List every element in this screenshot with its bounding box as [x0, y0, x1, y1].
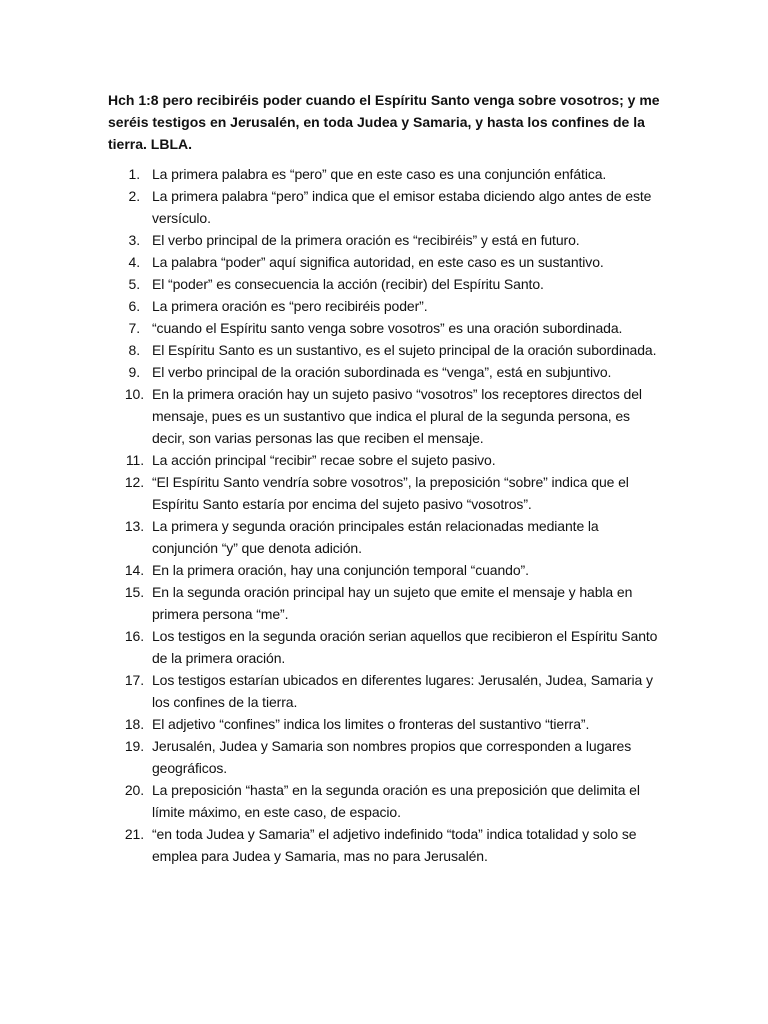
list-item-text: El “poder” es consecuencia la acción (recibir) del Espíritu Santo. — [152, 276, 544, 292]
analysis-list — [108, 163, 664, 867]
list-item-text: El verbo principal de la oración subordinada es “venga”, está en subjuntivo. — [152, 364, 612, 380]
list-item-text: En la primera oración, hay una conjunción temporal “cuando”. — [152, 562, 529, 578]
list-item-number: 7. — [128, 320, 140, 336]
list-item-number: 14. — [124, 562, 144, 578]
list-item — [108, 669, 664, 713]
list-item-text: Los testigos estarían ubicados en diferentes lugares: Jerusalén, Judea, Samaria y los confines de la tierra. — [152, 672, 653, 710]
list-item-text: La palabra “poder” aquí significa autoridad, en este caso es un sustantivo. — [152, 254, 604, 270]
list-item-number: 16. — [124, 628, 144, 644]
list-item-text: Los testigos en la segunda oración serian aquellos que recibieron el Espíritu Santo de la primera oración. — [152, 628, 658, 666]
list-item-text: En la segunda oración principal hay un sujeto que emite el mensaje y habla en primera persona “me”. — [152, 584, 633, 622]
list-item — [108, 295, 664, 317]
list-item — [108, 735, 664, 779]
list-item-number: 12. — [124, 474, 144, 490]
list-item — [108, 251, 664, 273]
list-item-text: “cuando el Espíritu santo venga sobre vosotros” es una oración subordinada. — [152, 320, 623, 336]
list-item-number: 6. — [128, 298, 140, 314]
list-item-number: 4. — [128, 254, 140, 270]
list-item-text: Jerusalén, Judea y Samaria son nombres propios que corresponden a lugares geográficos. — [152, 738, 632, 776]
list-item — [108, 779, 664, 823]
list-item-number: 2. — [128, 188, 140, 204]
list-item-text: “El Espíritu Santo vendría sobre vosotros”, la preposición “sobre” indica que el Espíritu Santo estaría por encima del sujeto pasivo “vosotros”. — [152, 474, 629, 512]
list-item-text: La primera palabra “pero” indica que el emisor estaba diciendo algo antes de este versículo. — [152, 188, 652, 226]
list-item — [108, 625, 664, 669]
list-item — [108, 581, 664, 625]
list-item — [108, 559, 664, 581]
list-item — [108, 273, 664, 295]
list-item-text: La primera y segunda oración principales están relacionadas mediante la conjunción “y” que denota adición. — [152, 518, 599, 556]
list-item — [108, 449, 664, 471]
list-item-number: 9. — [128, 364, 140, 380]
list-item — [108, 361, 664, 383]
list-item — [108, 383, 664, 449]
list-item — [108, 515, 664, 559]
list-item-text: La primera palabra es “pero” que en este caso es una conjunción enfática. — [152, 166, 607, 182]
list-item-text: El adjetivo “confines” indica los limites o fronteras del sustantivo “tierra”. — [152, 716, 590, 732]
list-item-number: 10. — [124, 386, 144, 402]
list-item-number: 20. — [124, 782, 144, 798]
list-item-text: El Espíritu Santo es un sustantivo, es el sujeto principal de la oración subordinada. — [152, 342, 657, 358]
verse-heading: Hch 1:8 pero recibiréis poder cuando el Espíritu Santo venga sobre vosotros; y me seréis testigos en Jerusalén, en toda Judea y Samaria, y hasta los confines de la tierra. LBLA. — [108, 92, 660, 152]
list-item — [108, 229, 664, 251]
list-item-number: 15. — [124, 584, 144, 600]
list-item-text: El verbo principal de la primera oración es “recibiréis” y está en futuro. — [152, 232, 580, 248]
list-item-number: 18. — [124, 716, 144, 732]
list-item-number: 11. — [125, 452, 144, 468]
list-item — [108, 163, 664, 185]
list-item — [108, 471, 664, 515]
list-item — [108, 339, 664, 361]
list-item — [108, 823, 664, 867]
list-item-text: La preposición “hasta” en la segunda oración es una preposición que delimita el límite máximo, en este caso, de espacio. — [152, 782, 640, 820]
list-item-number: 19. — [124, 738, 144, 754]
list-item-text: “en toda Judea y Samaria” el adjetivo indefinido “toda” indica totalidad y solo se emplea para Judea y Samaria, mas no para Jerusalén. — [152, 826, 637, 864]
list-item — [108, 185, 664, 229]
list-item-number: 5. — [128, 276, 140, 292]
list-item-number: 17. — [124, 672, 144, 688]
list-item-number: 1. — [128, 166, 140, 182]
list-item-number: 21. — [124, 826, 144, 842]
list-item-text: La acción principal “recibir” recae sobre el sujeto pasivo. — [152, 452, 496, 468]
list-item — [108, 317, 664, 339]
list-item-text: La primera oración es “pero recibiréis poder”. — [152, 298, 428, 314]
list-item-text: En la primera oración hay un sujeto pasivo “vosotros” los receptores directos del mensaje, pues es un sustantivo que indica el plural de la segunda persona, es decir, son varias personas las que reciben el mensaje. — [152, 386, 642, 446]
list-item — [108, 713, 664, 735]
document-page — [108, 89, 664, 867]
list-item-number: 13. — [124, 518, 144, 534]
list-item-number: 8. — [128, 342, 140, 358]
list-item-number: 3. — [128, 232, 140, 248]
